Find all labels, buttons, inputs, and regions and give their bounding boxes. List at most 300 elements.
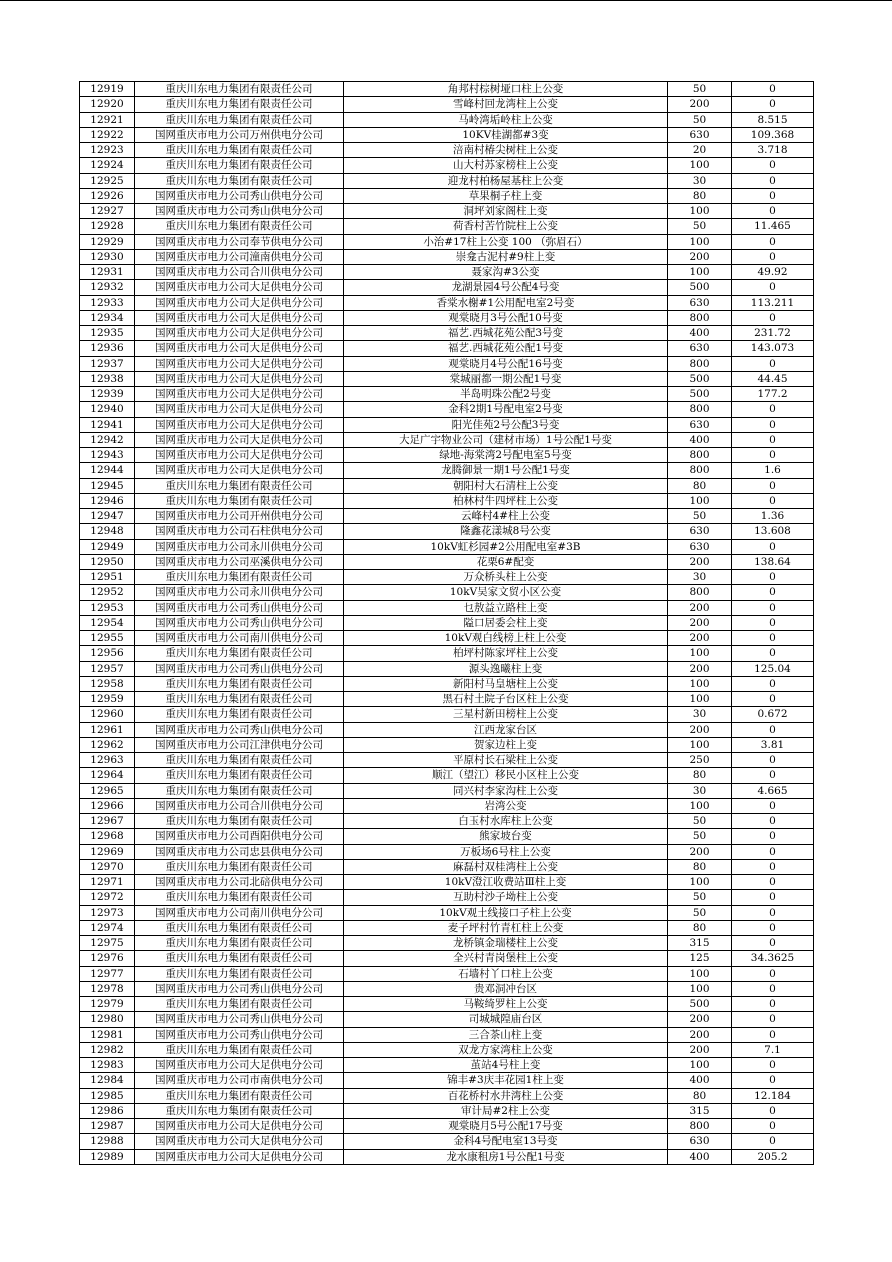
table-row <box>80 951 814 966</box>
row-number-cell: 12940 <box>80 402 135 417</box>
transformer-name-cell: 角邦村棕树垭口柱上公变 <box>344 82 668 97</box>
table-row <box>80 981 814 996</box>
transformer-name-cell: 山大村苏家榜柱上公变 <box>344 158 668 173</box>
value-cell: 0 <box>732 646 814 661</box>
transformer-name-cell: 马鞍绮罗柱上公变 <box>344 997 668 1012</box>
transformer-name-cell: 贺家边柱上变 <box>344 737 668 752</box>
table-row <box>80 143 814 158</box>
capacity-cell: 800 <box>668 448 732 463</box>
transformer-name-cell: 龙桥镇金瑞楼柱上公变 <box>344 936 668 951</box>
company-cell: 重庆川东电力集团有限责任公司 <box>135 1042 344 1057</box>
company-cell: 重庆川东电力集团有限责任公司 <box>135 173 344 188</box>
row-number-cell: 12974 <box>80 920 135 935</box>
transformer-name-cell: 崇龛古泥村#9柱上变 <box>344 249 668 264</box>
row-number-cell: 12975 <box>80 936 135 951</box>
table-row <box>80 798 814 813</box>
company-cell: 国网重庆市电力公司秀山供电分公司 <box>135 188 344 203</box>
company-cell: 国网重庆市电力公司秀山供电分公司 <box>135 661 344 676</box>
row-number-cell: 12956 <box>80 646 135 661</box>
company-cell: 国网重庆市电力公司奉节供电分公司 <box>135 234 344 249</box>
row-number-cell: 12989 <box>80 1149 135 1164</box>
company-cell: 国网重庆市电力公司石柱供电分公司 <box>135 524 344 539</box>
capacity-cell: 630 <box>668 539 732 554</box>
transformer-name-cell: 贵邓洞冲台区 <box>344 981 668 996</box>
table-row <box>80 1042 814 1057</box>
table-row <box>80 417 814 432</box>
row-number-cell: 12930 <box>80 249 135 264</box>
row-number-cell: 12972 <box>80 890 135 905</box>
table-row <box>80 768 814 783</box>
company-cell: 重庆川东电力集团有限责任公司 <box>135 920 344 935</box>
table-row <box>80 97 814 112</box>
transformer-name-cell: 阳光佳苑2号公配3号变 <box>344 417 668 432</box>
table-row <box>80 280 814 295</box>
capacity-cell: 315 <box>668 1103 732 1118</box>
capacity-cell: 100 <box>668 646 732 661</box>
row-number-cell: 12939 <box>80 387 135 402</box>
value-cell: 0 <box>732 859 814 874</box>
value-cell: 0 <box>732 936 814 951</box>
row-number-cell: 12980 <box>80 1012 135 1027</box>
company-cell: 国网重庆市电力公司酉阳供电分公司 <box>135 829 344 844</box>
table-row <box>80 1103 814 1118</box>
value-cell: 0 <box>732 585 814 600</box>
value-cell: 7.1 <box>732 1042 814 1057</box>
value-cell: 0 <box>732 1103 814 1118</box>
table-row <box>80 1149 814 1164</box>
table-row <box>80 1058 814 1073</box>
table-row <box>80 585 814 600</box>
table-row <box>80 859 814 874</box>
company-cell: 重庆川东电力集团有限责任公司 <box>135 1103 344 1118</box>
value-cell: 0 <box>732 1134 814 1149</box>
transformer-name-cell: 小治#17柱上公变 100 （弥眉石） <box>344 234 668 249</box>
table-row <box>80 615 814 630</box>
transformer-name-cell: 大足广宇物业公司（建材市场）1号公配1号变 <box>344 432 668 447</box>
value-cell: 4.665 <box>732 783 814 798</box>
capacity-cell: 200 <box>668 97 732 112</box>
capacity-cell: 400 <box>668 326 732 341</box>
table-row <box>80 661 814 676</box>
value-cell: 0 <box>732 204 814 219</box>
row-number-cell: 12960 <box>80 707 135 722</box>
row-number-cell: 12964 <box>80 768 135 783</box>
transformer-name-cell: 平原村长石梁柱上公变 <box>344 753 668 768</box>
row-number-cell: 12951 <box>80 570 135 585</box>
company-cell: 重庆川东电力集团有限责任公司 <box>135 493 344 508</box>
row-number-cell: 12978 <box>80 981 135 996</box>
row-number-cell: 12947 <box>80 509 135 524</box>
transformer-name-cell: 隘口居委会柱上变 <box>344 615 668 630</box>
company-cell: 重庆川东电力集团有限责任公司 <box>135 951 344 966</box>
capacity-cell: 200 <box>668 615 732 630</box>
value-cell: 177.2 <box>732 387 814 402</box>
value-cell: 0 <box>732 844 814 859</box>
capacity-cell: 630 <box>668 524 732 539</box>
row-number-cell: 12919 <box>80 82 135 97</box>
capacity-cell: 125 <box>668 951 732 966</box>
capacity-cell: 400 <box>668 1073 732 1088</box>
value-cell: 0 <box>732 280 814 295</box>
capacity-cell: 630 <box>668 417 732 432</box>
company-cell: 重庆川东电力集团有限责任公司 <box>135 219 344 234</box>
value-cell: 0 <box>732 478 814 493</box>
company-cell: 重庆川东电力集团有限责任公司 <box>135 859 344 874</box>
company-cell: 国网重庆市电力公司大足供电分公司 <box>135 310 344 325</box>
transformer-name-cell: 岩湾公变 <box>344 798 668 813</box>
top-rule <box>0 0 892 1</box>
transformer-name-cell: 10kV澄江收费站Ⅲ柱上变 <box>344 875 668 890</box>
capacity-cell: 800 <box>668 402 732 417</box>
table-row <box>80 844 814 859</box>
capacity-cell: 50 <box>668 112 732 127</box>
transformer-name-cell: 源头逸曦柱上变 <box>344 661 668 676</box>
capacity-cell: 50 <box>668 829 732 844</box>
company-cell: 重庆川东电力集团有限责任公司 <box>135 768 344 783</box>
table-row <box>80 127 814 142</box>
table-row <box>80 692 814 707</box>
capacity-cell: 630 <box>668 295 732 310</box>
row-number-cell: 12977 <box>80 966 135 981</box>
value-cell: 0 <box>732 875 814 890</box>
capacity-cell: 500 <box>668 997 732 1012</box>
transformer-name-cell: 互助村沙子坳柱上公变 <box>344 890 668 905</box>
company-cell: 国网重庆市电力公司巫溪供电分公司 <box>135 554 344 569</box>
value-cell: 0 <box>732 753 814 768</box>
company-cell: 国网重庆市电力公司大足供电分公司 <box>135 371 344 386</box>
value-cell: 109.368 <box>732 127 814 142</box>
transformer-name-cell: 福艺.西城花苑公配1号变 <box>344 341 668 356</box>
company-cell: 重庆川东电力集团有限责任公司 <box>135 82 344 97</box>
table-row <box>80 1012 814 1027</box>
capacity-cell: 100 <box>668 692 732 707</box>
table-row <box>80 524 814 539</box>
company-cell: 国网重庆市电力公司秀山供电分公司 <box>135 981 344 996</box>
value-cell: 0 <box>732 966 814 981</box>
table-row <box>80 234 814 249</box>
table-row <box>80 295 814 310</box>
capacity-cell: 100 <box>668 875 732 890</box>
value-cell: 143.073 <box>732 341 814 356</box>
row-number-cell: 12938 <box>80 371 135 386</box>
table-row <box>80 387 814 402</box>
transformer-name-cell: 花栗6#配变 <box>344 554 668 569</box>
capacity-cell: 500 <box>668 280 732 295</box>
transformer-name-cell: 福艺.西城花苑公配3号变 <box>344 326 668 341</box>
value-cell: 0 <box>732 890 814 905</box>
company-cell: 国网重庆市电力公司开州供电分公司 <box>135 509 344 524</box>
value-cell: 0 <box>732 1027 814 1042</box>
transformer-name-cell: 半岛明珠公配2号变 <box>344 387 668 402</box>
company-cell: 重庆川东电力集团有限责任公司 <box>135 570 344 585</box>
row-number-cell: 12932 <box>80 280 135 295</box>
company-cell: 国网重庆市电力公司合川供电分公司 <box>135 265 344 280</box>
row-number-cell: 12970 <box>80 859 135 874</box>
company-cell: 国网重庆市电力公司秀山供电分公司 <box>135 204 344 219</box>
transformer-name-cell: 万众桥头柱上公变 <box>344 570 668 585</box>
value-cell: 0 <box>732 600 814 615</box>
value-cell: 0 <box>732 814 814 829</box>
company-cell: 重庆川东电力集团有限责任公司 <box>135 646 344 661</box>
company-cell: 国网重庆市电力公司潼南供电分公司 <box>135 249 344 264</box>
value-cell: 0 <box>732 432 814 447</box>
company-cell: 国网重庆市电力公司大足供电分公司 <box>135 1149 344 1164</box>
transformer-name-cell: 聂家沟#3公变 <box>344 265 668 280</box>
company-cell: 国网重庆市电力公司大足供电分公司 <box>135 432 344 447</box>
company-cell: 重庆川东电力集团有限责任公司 <box>135 783 344 798</box>
table-row <box>80 112 814 127</box>
company-cell: 国网重庆市电力公司合川供电分公司 <box>135 798 344 813</box>
company-cell: 重庆川东电力集团有限责任公司 <box>135 143 344 158</box>
company-cell: 国网重庆市电力公司大足供电分公司 <box>135 402 344 417</box>
capacity-cell: 400 <box>668 1149 732 1164</box>
transformer-name-cell: 司城城隍庙台区 <box>344 1012 668 1027</box>
transformer-name-cell: 麦子坪村竹青杠柱上公变 <box>344 920 668 935</box>
transformer-name-cell: 同兴村李家沟柱上公变 <box>344 783 668 798</box>
capacity-cell: 200 <box>668 1042 732 1057</box>
table-row <box>80 188 814 203</box>
row-number-cell: 12920 <box>80 97 135 112</box>
transformer-name-cell: 10kV观白线榜上柱上公变 <box>344 631 668 646</box>
table-row <box>80 463 814 478</box>
table-row <box>80 570 814 585</box>
transformer-name-cell: 荷香村苦竹院柱上公变 <box>344 219 668 234</box>
company-cell: 重庆川东电力集团有限责任公司 <box>135 112 344 127</box>
capacity-cell: 250 <box>668 753 732 768</box>
table-row <box>80 600 814 615</box>
capacity-cell: 100 <box>668 798 732 813</box>
transformer-name-cell: 草果桐子柱上变 <box>344 188 668 203</box>
value-cell: 3.81 <box>732 737 814 752</box>
capacity-cell: 80 <box>668 920 732 935</box>
transformer-name-cell: 百花桥村水井湾柱上公变 <box>344 1088 668 1103</box>
value-cell: 205.2 <box>732 1149 814 1164</box>
value-cell: 0 <box>732 1073 814 1088</box>
company-cell: 国网重庆市电力公司大足供电分公司 <box>135 1058 344 1073</box>
value-cell: 0 <box>732 768 814 783</box>
value-cell: 3.718 <box>732 143 814 158</box>
value-cell: 0 <box>732 676 814 691</box>
table-row <box>80 402 814 417</box>
capacity-cell: 100 <box>668 204 732 219</box>
value-cell: 0 <box>732 1012 814 1027</box>
transformer-name-cell: 棠城丽都一期公配1号变 <box>344 371 668 386</box>
company-cell: 国网重庆市电力公司大足供电分公司 <box>135 326 344 341</box>
table-row <box>80 554 814 569</box>
value-cell: 0 <box>732 570 814 585</box>
table-row <box>80 432 814 447</box>
transformer-name-cell: 全兴村青岗堡柱上公变 <box>344 951 668 966</box>
company-cell: 重庆川东电力集团有限责任公司 <box>135 814 344 829</box>
row-number-cell: 12976 <box>80 951 135 966</box>
table-row <box>80 265 814 280</box>
capacity-cell: 100 <box>668 158 732 173</box>
value-cell: 0 <box>732 920 814 935</box>
row-number-cell: 12985 <box>80 1088 135 1103</box>
capacity-cell: 80 <box>668 768 732 783</box>
value-cell: 0 <box>732 981 814 996</box>
table-row <box>80 539 814 554</box>
company-cell: 国网重庆市电力公司江津供电分公司 <box>135 737 344 752</box>
transformer-name-cell: 涪南村椿尖树柱上公变 <box>344 143 668 158</box>
row-number-cell: 12925 <box>80 173 135 188</box>
value-cell: 231.72 <box>732 326 814 341</box>
company-cell: 重庆川东电力集团有限责任公司 <box>135 707 344 722</box>
table-row <box>80 448 814 463</box>
company-cell: 重庆川东电力集团有限责任公司 <box>135 890 344 905</box>
value-cell: 8.515 <box>732 112 814 127</box>
table-row <box>80 814 814 829</box>
table-row <box>80 783 814 798</box>
row-number-cell: 12927 <box>80 204 135 219</box>
value-cell: 125.04 <box>732 661 814 676</box>
row-number-cell: 12949 <box>80 539 135 554</box>
capacity-cell: 630 <box>668 127 732 142</box>
value-cell: 12.184 <box>732 1088 814 1103</box>
company-cell: 国网重庆市电力公司大足供电分公司 <box>135 295 344 310</box>
table-row <box>80 1119 814 1134</box>
row-number-cell: 12962 <box>80 737 135 752</box>
company-cell: 国网重庆市电力公司大足供电分公司 <box>135 341 344 356</box>
table-row <box>80 1073 814 1088</box>
transformer-name-cell: 麻磊村双桂湾柱上公变 <box>344 859 668 874</box>
row-number-cell: 12922 <box>80 127 135 142</box>
company-cell: 重庆川东电力集团有限责任公司 <box>135 1088 344 1103</box>
company-cell: 国网重庆市电力公司大足供电分公司 <box>135 448 344 463</box>
company-cell: 国网重庆市电力公司万州供电分公司 <box>135 127 344 142</box>
table-row <box>80 493 814 508</box>
company-cell: 国网重庆市电力公司大足供电分公司 <box>135 356 344 371</box>
table-row <box>80 966 814 981</box>
capacity-cell: 100 <box>668 676 732 691</box>
company-cell: 重庆川东电力集团有限责任公司 <box>135 997 344 1012</box>
capacity-cell: 200 <box>668 1012 732 1027</box>
row-number-cell: 12934 <box>80 310 135 325</box>
transformer-name-cell: 茧站4号柱上变 <box>344 1058 668 1073</box>
row-number-cell: 12931 <box>80 265 135 280</box>
table-row <box>80 936 814 951</box>
capacity-cell: 100 <box>668 1058 732 1073</box>
capacity-cell: 200 <box>668 249 732 264</box>
row-number-cell: 12950 <box>80 554 135 569</box>
table-row <box>80 1088 814 1103</box>
table-row <box>80 249 814 264</box>
table-row <box>80 890 814 905</box>
value-cell: 34.3625 <box>732 951 814 966</box>
value-cell: 1.36 <box>732 509 814 524</box>
transformer-name-cell: 金科2期1号配电室2号变 <box>344 402 668 417</box>
value-cell: 0 <box>732 417 814 432</box>
row-number-cell: 12924 <box>80 158 135 173</box>
capacity-cell: 500 <box>668 371 732 386</box>
value-cell: 13.608 <box>732 524 814 539</box>
transformer-table <box>79 81 814 1165</box>
transformer-name-cell: 龙水康租房1号公配1号变 <box>344 1149 668 1164</box>
value-cell: 0 <box>732 173 814 188</box>
row-number-cell: 12933 <box>80 295 135 310</box>
transformer-name-cell: 石墙村丫口柱上公变 <box>344 966 668 981</box>
capacity-cell: 630 <box>668 1134 732 1149</box>
company-cell: 国网重庆市电力公司大足供电分公司 <box>135 387 344 402</box>
row-number-cell: 12944 <box>80 463 135 478</box>
value-cell: 0 <box>732 158 814 173</box>
company-cell: 国网重庆市电力公司南川供电分公司 <box>135 905 344 920</box>
transformer-name-cell: 龙湖景园4号公配4号变 <box>344 280 668 295</box>
company-cell: 国网重庆市电力公司大足供电分公司 <box>135 1134 344 1149</box>
capacity-cell: 400 <box>668 432 732 447</box>
transformer-name-cell: 迎龙村柏杨屋基柱上公变 <box>344 173 668 188</box>
transformer-name-cell: 观棠晓月4号公配16号变 <box>344 356 668 371</box>
capacity-cell: 50 <box>668 814 732 829</box>
transformer-name-cell: 三合茶山柱上变 <box>344 1027 668 1042</box>
row-number-cell: 12923 <box>80 143 135 158</box>
table-row <box>80 875 814 890</box>
row-number-cell: 12952 <box>80 585 135 600</box>
row-number-cell: 12981 <box>80 1027 135 1042</box>
value-cell: 49.92 <box>732 265 814 280</box>
value-cell: 0 <box>732 1058 814 1073</box>
row-number-cell: 12955 <box>80 631 135 646</box>
transformer-name-cell: 龙腾御景一期1号公配1号变 <box>344 463 668 478</box>
capacity-cell: 100 <box>668 265 732 280</box>
value-cell: 0 <box>732 402 814 417</box>
table-row <box>80 341 814 356</box>
row-number-cell: 12969 <box>80 844 135 859</box>
capacity-cell: 50 <box>668 890 732 905</box>
capacity-cell: 50 <box>668 509 732 524</box>
transformer-name-cell: 隆鑫花漾城8号公变 <box>344 524 668 539</box>
company-cell: 重庆川东电力集团有限责任公司 <box>135 478 344 493</box>
company-cell: 国网重庆市电力公司永川供电分公司 <box>135 585 344 600</box>
capacity-cell: 200 <box>668 844 732 859</box>
row-number-cell: 12945 <box>80 478 135 493</box>
transformer-name-cell: 洞坪刘家阁柱上变 <box>344 204 668 219</box>
value-cell: 0 <box>732 722 814 737</box>
row-number-cell: 12965 <box>80 783 135 798</box>
row-number-cell: 12936 <box>80 341 135 356</box>
row-number-cell: 12946 <box>80 493 135 508</box>
row-number-cell: 12961 <box>80 722 135 737</box>
table-row <box>80 173 814 188</box>
transformer-name-cell: 10KV桂湖都#3变 <box>344 127 668 142</box>
row-number-cell: 12982 <box>80 1042 135 1057</box>
row-number-cell: 12957 <box>80 661 135 676</box>
row-number-cell: 12926 <box>80 188 135 203</box>
table-row <box>80 737 814 752</box>
company-cell: 国网重庆市电力公司秀山供电分公司 <box>135 615 344 630</box>
table-row <box>80 905 814 920</box>
company-cell: 国网重庆市电力公司北碚供电分公司 <box>135 875 344 890</box>
table-row <box>80 310 814 325</box>
transformer-name-cell: 双龙方家湾柱上公变 <box>344 1042 668 1057</box>
transformer-name-cell: 审计局#2柱上公变 <box>344 1103 668 1118</box>
table-row <box>80 219 814 234</box>
capacity-cell: 50 <box>668 219 732 234</box>
row-number-cell: 12963 <box>80 753 135 768</box>
row-number-cell: 12953 <box>80 600 135 615</box>
transformer-name-cell: 新阳村马皇塘柱上公变 <box>344 676 668 691</box>
value-cell: 0 <box>732 356 814 371</box>
transformer-name-cell: 观棠晓月3号公配10号变 <box>344 310 668 325</box>
table-row <box>80 158 814 173</box>
table-row <box>80 722 814 737</box>
transformer-name-cell: 10kV观土线接口子柱上公变 <box>344 905 668 920</box>
company-cell: 重庆川东电力集团有限责任公司 <box>135 936 344 951</box>
company-cell: 国网重庆市电力公司秀山供电分公司 <box>135 1027 344 1042</box>
transformer-name-cell: 三星村新田榜柱上公变 <box>344 707 668 722</box>
table-body <box>80 82 814 1165</box>
value-cell: 0 <box>732 97 814 112</box>
